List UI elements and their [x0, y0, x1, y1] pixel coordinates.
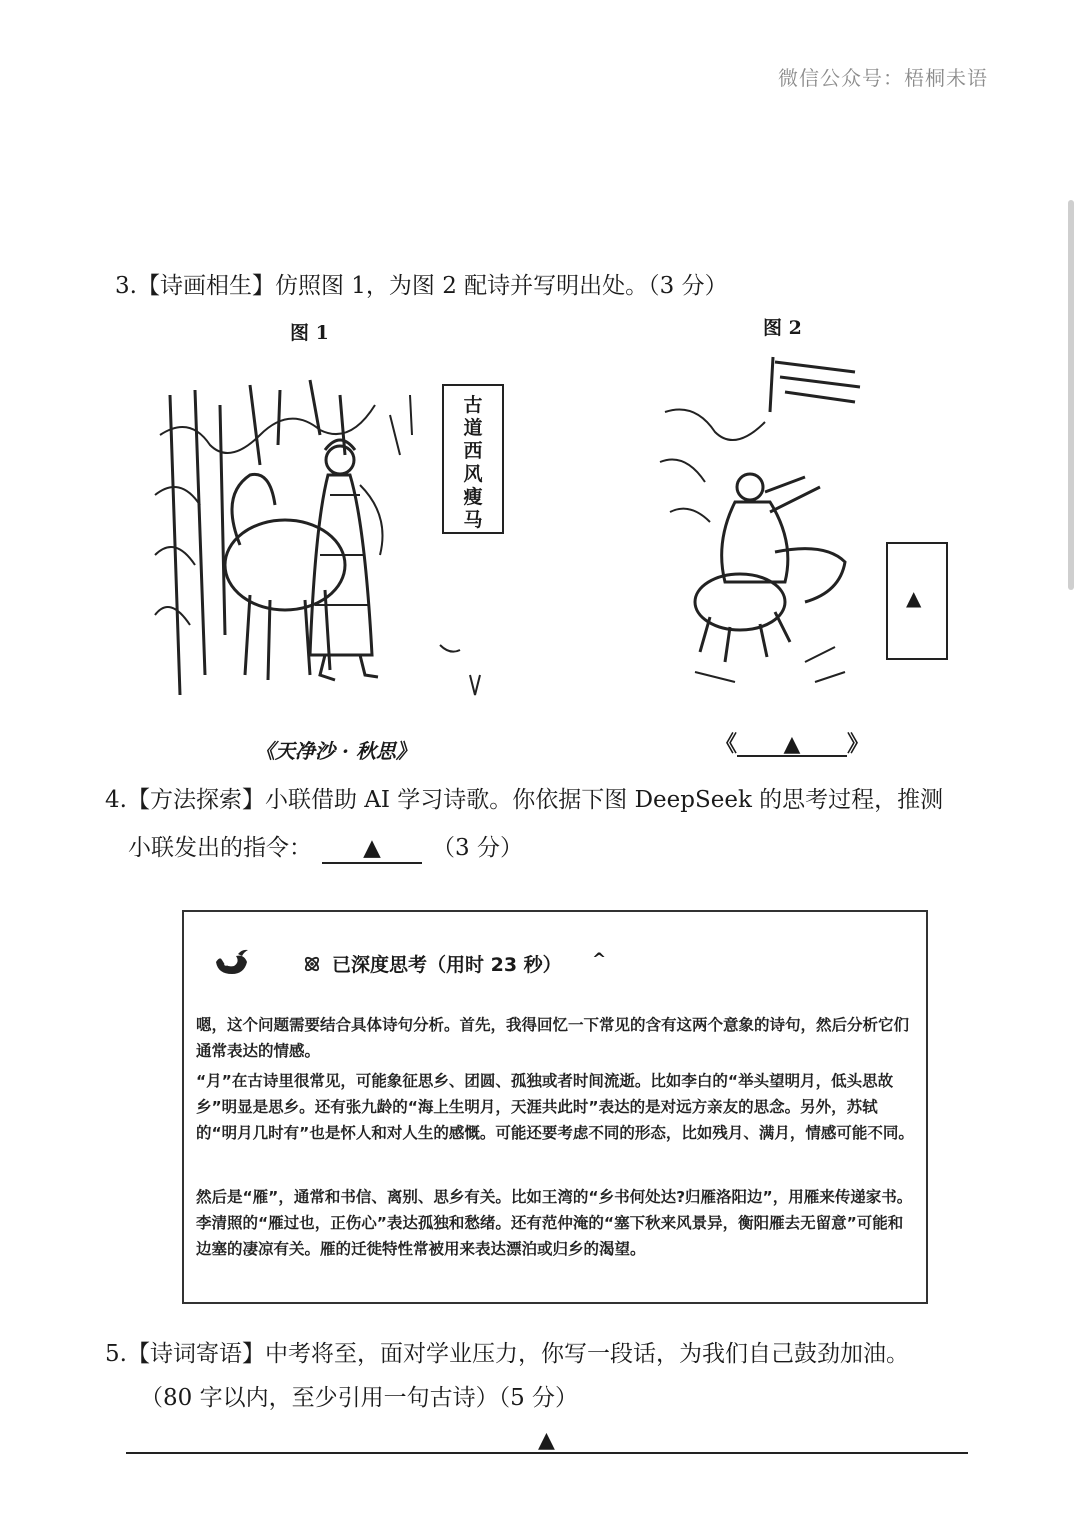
caption-blank[interactable]: ▲	[737, 731, 847, 757]
thinking-paragraph: 然后是“雁”，通常和书信、离别、思乡有关。比如王湾的“乡书何处达?归雁洛阳边”，用雁来传递家书。李清照的“雁过也，正伤心”表达孤独和愁绪。还有范仲淹的“塞下秋来风景异，衡阳雁去无留意”可能和边塞的凄凉有关。雁的迁徙特性常被用来表达漂泊或归乡的渴望。	[196, 1188, 913, 1258]
poem-char: 风	[463, 463, 483, 485]
poem-char: 道	[463, 417, 483, 439]
deepseek-whale-icon	[214, 948, 250, 978]
figure-2-caption[interactable]	[715, 727, 869, 758]
figure-1-poem-box	[442, 384, 504, 534]
poem-char: 西	[463, 440, 483, 462]
thinking-paragraph: 嗯，这个问题需要结合具体诗句分析。首先，我得回忆一下常见的含有这两个意象的诗句，然后分析它们通常表达的情感。	[196, 1016, 910, 1060]
scrollbar[interactable]	[1068, 200, 1074, 590]
chevron-up-icon[interactable]: ^	[592, 950, 607, 970]
q4-answer-blank[interactable]: ▲	[322, 834, 422, 864]
q5-answer-line[interactable]	[126, 1452, 968, 1454]
poem-char: 瘦	[463, 486, 483, 508]
answer-triangle-icon: ▲	[906, 586, 922, 610]
question-5-prompt: 5.【诗词寄语】中考将至，面对学业压力，你写一段话，为我们自己鼓劲加油。	[105, 1341, 909, 1367]
question-3-prompt: 3.【诗画相生】仿照图 1，为图 2 配诗并写明出处。（3 分）	[115, 273, 728, 299]
deepseek-header	[214, 948, 814, 978]
thinking-paragraph: “月”在古诗里很常见，可能象征思乡、团圆、孤独或者时间流逝。比如李白的“举头望明月，低头思故乡”明显是思乡。还有张九龄的“海上生明月，天涯共此时”表达的是对远方亲友的思念。另外，苏轼的“明月几时有”也是怀人和对人生的感慨。可能还要考虑不同的形态，比如残月、满月，情感可能不同。	[196, 1072, 914, 1142]
caption-close-bracket: 》	[847, 731, 870, 757]
poem-char: 马	[463, 509, 483, 531]
deep-think-status[interactable]: 已深度思考（用时 23 秒）	[332, 954, 562, 976]
figure-1-label: 图 1	[290, 322, 329, 344]
watermark: 微信公众号：梧桐未语	[778, 66, 988, 90]
question-5-requirements: （80 字以内，至少引用一句古诗）（5 分）	[140, 1385, 579, 1411]
caption-open-bracket: 《	[715, 731, 738, 757]
question-4-prompt-line2	[128, 824, 523, 872]
figure-2-label: 图 2	[763, 317, 802, 339]
answer-triangle-icon: ▲	[538, 1428, 555, 1453]
figure-1-caption: 《天净沙 · 秋思》	[255, 739, 416, 763]
figure-2-answer-box[interactable]	[886, 542, 948, 660]
poem-char: 古	[463, 394, 483, 416]
deepseek-screenshot	[182, 910, 928, 1304]
deep-think-icon	[302, 954, 322, 974]
figure-2-illustration	[655, 352, 865, 707]
q4-score: （3 分）	[432, 835, 523, 861]
question-4-prompt: 4.【方法探索】小联借助 AI 学习诗歌。你依据下图 DeepSeek 的思考过程，推测	[105, 787, 944, 813]
q4-prefix: 小联发出的指令：	[128, 835, 312, 861]
